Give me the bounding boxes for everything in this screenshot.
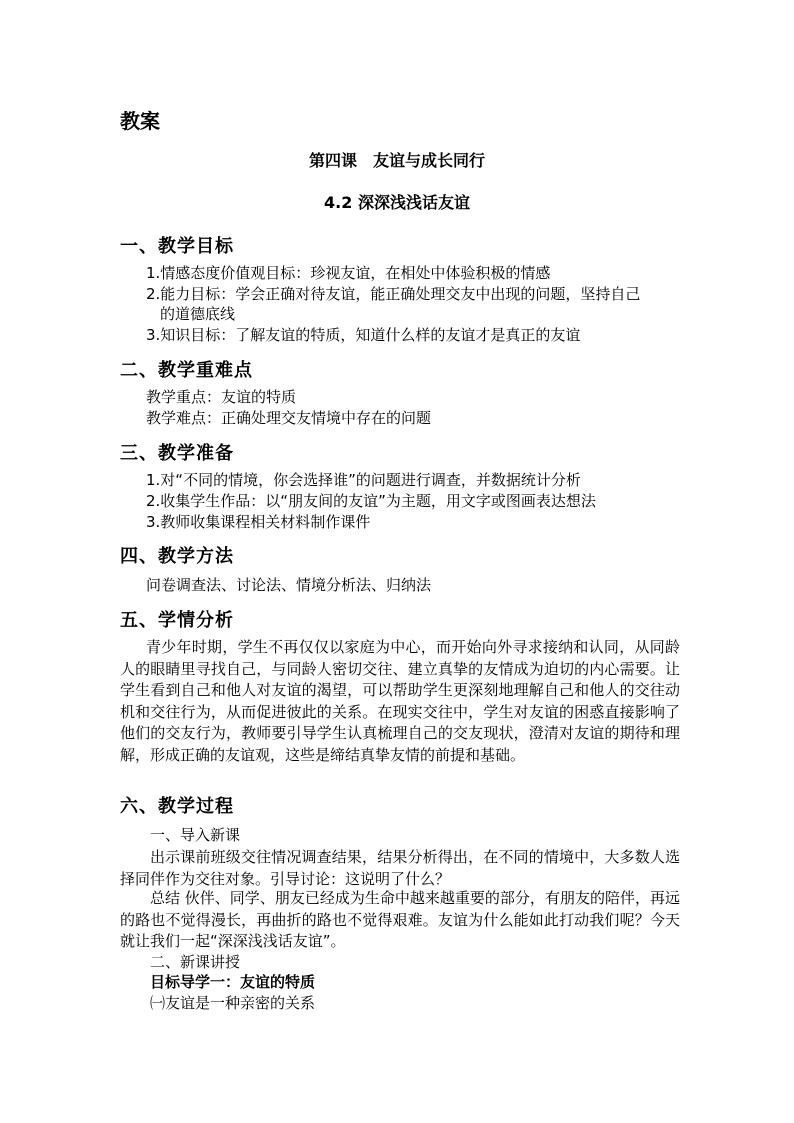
point-heading: ㈠友谊是一种亲密的关系 [150, 994, 316, 1012]
process-paragraph: 总结 伙伴、同学、朋友已经成为生命中越来越重要的部分，有朋友的陪伴，再远的路也不觉得漫长，再曲折的路也不觉得艰难。友谊为什么能如此打动我们呢？今天就让我们一起“深深浅浅话友谊”。 [120, 889, 680, 950]
section-heading-key-points: 二、教学重难点 [120, 360, 253, 381]
preparation-item: 3.教师收集课程相关材料制作课件 [146, 513, 371, 531]
preparation-item: 2.收集学生作品：以“朋友间的友谊”为主题，用文字或图画表达想法 [146, 492, 596, 510]
key-point-item: 教学难点：正确处理交友情境中存在的问题 [146, 409, 432, 427]
section-heading-objectives: 一、教学目标 [120, 236, 234, 257]
methods-text: 问卷调查法、讨论法、情境分析法、归纳法 [146, 576, 432, 594]
section-heading-preparation: 三、教学准备 [120, 443, 234, 464]
process-subheading: 二、新课讲授 [150, 953, 241, 971]
objective-item: 2.能力目标：学会正确对待友谊，能正确处理交友中出现的问题，坚持自己 [146, 285, 641, 303]
section-heading-process: 六、教学过程 [120, 796, 234, 817]
preparation-item: 1.对“不同的情境，你会选择谁”的问题进行调查，并数据统计分析 [146, 471, 581, 489]
section-heading-analysis: 五、学情分析 [120, 610, 234, 631]
lesson-title: 第四课 友谊与成长同行 [308, 151, 485, 170]
key-point-item: 教学重点：友谊的特质 [146, 388, 297, 406]
objective-item-continuation: 的道德底线 [160, 305, 236, 323]
goal-heading: 目标导学一：友谊的特质 [150, 973, 316, 991]
process-subheading: 一、导入新课 [150, 826, 241, 844]
analysis-paragraph: 青少年时期，学生不再仅仅以家庭为中心，而开始向外寻求接纳和认同，从同龄人的眼睛里寻找自己，与同龄人密切交往、建立真挚的友情成为迫切的内心需要。让学生看到自己和他人对友谊的渴望，可以帮助学生更深刻地理解自己和他人的交往动机和交往行为，从而促进彼此的关系。在现实交往中，学生对友谊的困惑直接影响了他们的交友行为，教师要引导学生认真梳理自己的交友现状，澄清对友谊的期待和理解，形成正确的友谊观，这些是缔结真挚友情的前提和基础。 [120, 638, 680, 764]
objective-item: 1.情感态度价值观目标：珍视友谊，在相处中体验积极的情感 [146, 264, 551, 282]
process-paragraph: 出示课前班级交往情况调查结果，结果分析得出，在不同的情境中，大多数人选择同伴作为交往对象。引导讨论：这说明了什么？ [120, 848, 680, 888]
doc-title: 教案 [120, 109, 160, 133]
section-heading-methods: 四、教学方法 [120, 546, 234, 567]
objective-item: 3.知识目标：了解友谊的特质，知道什么样的友谊才是真正的友谊 [146, 326, 581, 344]
lesson-subtitle: 4.2 深深浅浅话友谊 [324, 193, 470, 212]
